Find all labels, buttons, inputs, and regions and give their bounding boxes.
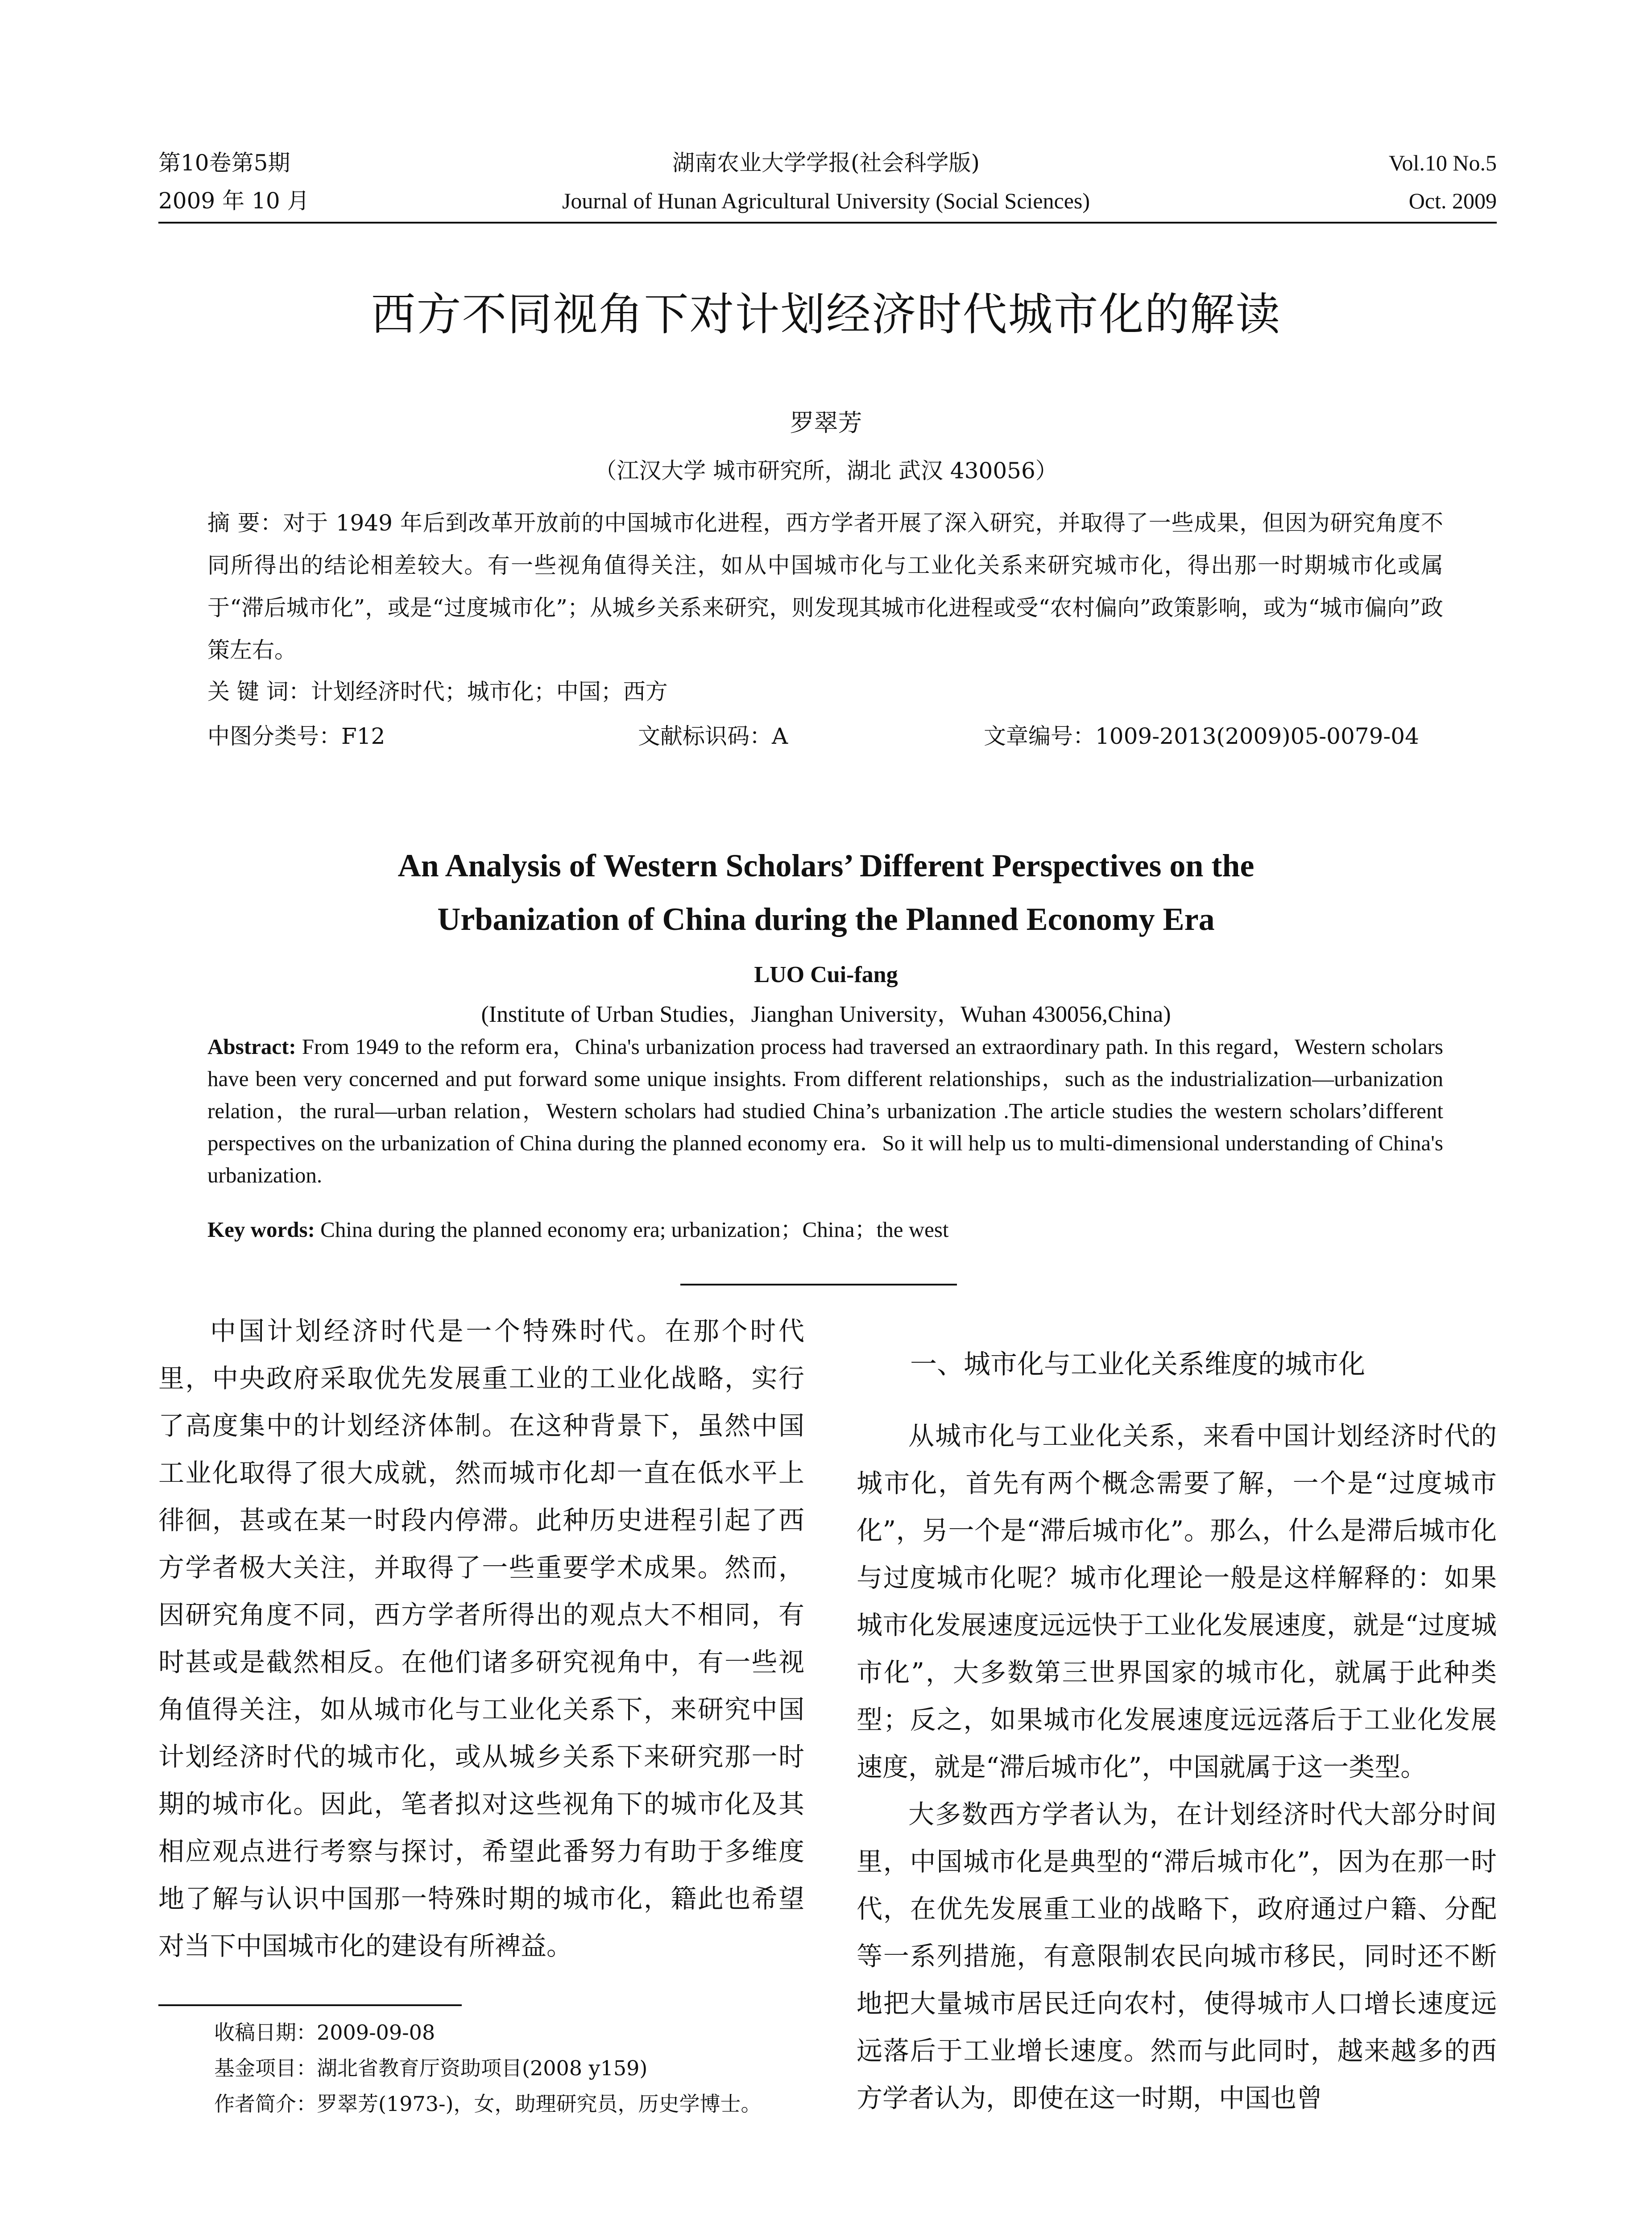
keywords-cn-label: 关 键 词： bbox=[207, 679, 311, 705]
affiliation-en: (Institute of Urban Studies，Jianghan University，Wuhan 430056,China) bbox=[481, 1002, 1171, 1027]
body-right-column bbox=[857, 1412, 1497, 2122]
abstract-cn-text: 对于 1949 年后到改革开放前的中国城市化进程，西方学者开展了深入研究，并取得了一些成果，但因为研究角度不同所得出的结论相差较大。有一些视角值得关注，如从中国城市化与工业化关系来研究城市化，得出那一时期城市化或属于“滞后城市化”，或是“过度城市化”；从城乡关系来研究，则发现其城市化进程或受“农村偏向”政策影响，或为“城市偏向”政策左右。 bbox=[207, 510, 1443, 663]
keywords-en-label: Key words: bbox=[207, 1217, 315, 1242]
title-en-line2: Urbanization of China during the Planned Economy Era bbox=[437, 901, 1215, 937]
doc-code bbox=[638, 718, 788, 754]
author-en: LUO Cui-fang bbox=[754, 962, 898, 987]
header-volume-en: Vol.10 No.5 bbox=[1388, 150, 1497, 175]
doc-code-label: 文献标识码： bbox=[638, 723, 772, 749]
footnote-received: 收稿日期：2009-09-08 bbox=[214, 2020, 435, 2044]
body-left-column bbox=[158, 1307, 804, 1970]
affiliation-cn: （江汉大学 城市研究所，湖北 武汉 430056） bbox=[594, 458, 1058, 484]
footnote-rule bbox=[158, 2004, 462, 2006]
footnote-fund: 基金项目：湖北省教育厅资助项目(2008 y159) bbox=[214, 2056, 648, 2080]
keywords-en-text: China during the planned economy era; urbanization；China；the west bbox=[315, 1217, 949, 1242]
header-journal-en: Journal of Hunan Agricultural University (Social Sciences) bbox=[562, 188, 1090, 213]
section-heading-1: 一、城市化与工业化关系维度的城市化 bbox=[910, 1349, 1365, 1380]
section1-paragraph-1: 从城市化与工业化关系，来看中国计划经济时代的城市化，首先有两个概念需要了解，一个是“过度城市化”，另一个是“滞后城市化”。那么，什么是滞后城市化与过度城市化呢？城市化理论一般是这样解释的：如果城市化发展速度远远快于工业化发展速度，就是“过度城市化”，大多数第三世界国家的城市化，就属于此种类型；反之，如果城市化发展速度远远落后于工业化发展速度，就是“滞后城市化”，中国就属于这一类型。 bbox=[857, 1421, 1497, 1782]
header-date: 2009 年 10 月 bbox=[158, 188, 310, 214]
doc-code-value: A bbox=[772, 723, 788, 749]
clc-label: 中图分类号： bbox=[207, 723, 341, 749]
article-id bbox=[984, 718, 1419, 754]
abstract-en-label: Abstract: bbox=[207, 1034, 296, 1059]
abstract-cn bbox=[207, 502, 1443, 672]
header-journal-cn: 湖南农业大学学报(社会科学版) bbox=[672, 150, 980, 176]
article-title-en bbox=[0, 839, 1652, 946]
article-id-value: 1009-2013(2009)05-0079-04 bbox=[1095, 723, 1419, 749]
footnote-author-bio: 作者简介：罗翠芳(1973-)，女，助理研究员，历史学博士。 bbox=[214, 2092, 762, 2116]
intro-paragraph: 中国计划经济时代是一个特殊时代。在那个时代里，中央政府采取优先发展重工业的工业化战略，实行了高度集中的计划经济体制。在这种背景下，虽然中国工业化取得了很大成就，然而城市化却一直在低水平上徘徊，甚或在某一时段内停滞。此种历史进程引起了西方学者极大关注，并取得了一些重要学术成果。然而，因研究角度不同，西方学者所得出的观点大不相同，有时甚或是截然相反。在他们诸多研究视角中，有一些视角值得关注，如从城市化与工业化关系下，来研究中国计划经济时代的城市化，或从城乡关系下来研究那一时期的城市化。因此，笔者拟对这些视角下的城市化及其相应观点进行考察与探讨，希望此番努力有助于多维度地了解与认识中国那一特殊时期的城市化，籍此也希望对当下中国城市化的建设有所裨益。 bbox=[158, 1316, 804, 1961]
clc-value: F12 bbox=[341, 723, 385, 749]
abstract-en bbox=[207, 1031, 1443, 1191]
header-rule bbox=[158, 222, 1497, 224]
clc-number bbox=[207, 718, 385, 754]
keywords-cn-text: 计划经济时代；城市化；中国；西方 bbox=[311, 679, 668, 705]
keywords-cn bbox=[207, 674, 668, 709]
separator-rule bbox=[680, 1284, 957, 1286]
abstract-en-text: From 1949 to the reform era，China's urbanization process had traversed an extraordinary path. In this regard，Western scholars have been very concerned and put forward some unique insights. From different relationships，such as the industrialization—urbanization relation，the rural—urban relation，Western scholars had studied China’s urbanization .The article studies the western scholars’different perspectives on the urbanization of China during the planned economy era．So it will help us to multi-dimensional understanding of China's urbanization. bbox=[207, 1034, 1443, 1187]
section1-paragraph-2: 大多数西方学者认为，在计划经济时代大部分时间里，中国城市化是典型的“滞后城市化”，因为在那一时代，在优先发展重工业的战略下，政府通过户籍、分配等一系列措施，有意限制农民向城市移民，同时还不断地把大量城市居民迁向农村，使得城市人口增长速度远远落后于工业增长速度。然而与此同时，越来越多的西方学者认为，即使在这一时期，中国也曾 bbox=[857, 1799, 1497, 2113]
header-date-en: Oct. 2009 bbox=[1408, 188, 1497, 213]
title-en-line1: An Analysis of Western Scholars’ Different Perspectives on the bbox=[397, 848, 1255, 883]
keywords-en bbox=[207, 1214, 1443, 1246]
author-cn: 罗翠芳 bbox=[790, 409, 862, 437]
header-volume: 第10卷第5期 bbox=[158, 150, 290, 176]
abstract-cn-label: 摘 要： bbox=[207, 510, 283, 536]
article-title-cn: 西方不同视角下对计划经济时代城市化的解读 bbox=[371, 288, 1281, 340]
article-id-label: 文章编号： bbox=[984, 723, 1095, 749]
